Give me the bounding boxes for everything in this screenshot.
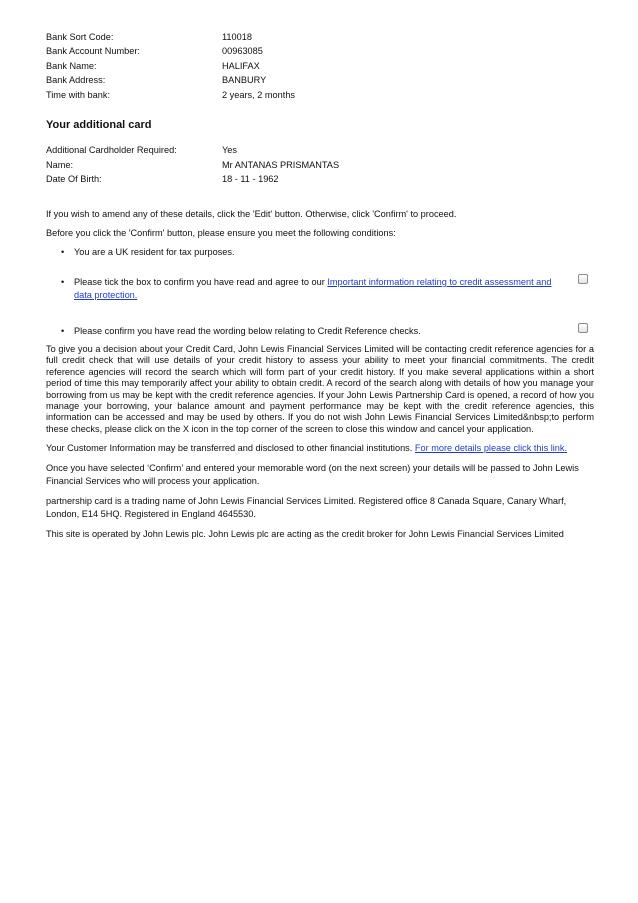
credit-assessment-checkbox[interactable] [578, 274, 588, 284]
bank-address-value: BANBURY [222, 75, 267, 86]
time-with-bank-value: 2 years, 2 months [222, 89, 296, 100]
cardholder-name-value: Mr ANTANAS PRISMANTAS [222, 159, 340, 170]
credit-reference-checkbox[interactable] [578, 323, 588, 333]
date-of-birth-value: 18 - 11 - 1962 [222, 174, 279, 185]
bank-address-row [46, 74, 594, 89]
additional-cardholder-value: Yes [222, 145, 237, 156]
more-details-link[interactable]: For more details please click this link. [414, 443, 568, 454]
bank-name-label: Bank Name: [46, 60, 97, 71]
bank-name-value: HALIFAX [222, 60, 260, 71]
site-operator-paragraph: This site is operated by John Lewis plc. John Lewis plc are acting as the credit broker for John Lewis Financial Services Limited [46, 529, 564, 540]
bullet-icon: • [61, 326, 65, 336]
bullet-icon: • [61, 247, 65, 257]
condition-credit-reference-text: Please confirm you have read the wording below relating to Credit Reference checks. [74, 326, 421, 336]
bank-sort-code-row [46, 30, 594, 45]
conditions-list [46, 246, 594, 338]
condition-credit-assessment-text: Please tick the box to confirm you have read and agree to our [74, 277, 328, 287]
bank-sort-code-label: Bank Sort Code: [46, 31, 114, 42]
customer-information-text: Your Customer Information may be transferred and disclosed to other financial institutions. [46, 443, 415, 454]
condition-uk-resident [46, 246, 594, 259]
additional-cardholder-label: Additional Cardholder Required: [46, 145, 177, 156]
condition-credit-reference [46, 325, 594, 338]
cardholder-name-row [46, 158, 594, 173]
date-of-birth-label: Date Of Birth: [46, 174, 102, 185]
document-page [46, 30, 594, 541]
customer-information-paragraph [46, 442, 594, 455]
bank-details [46, 30, 594, 103]
additional-cardholder-row [46, 144, 594, 159]
time-with-bank-label: Time with bank: [46, 89, 110, 100]
bank-account-number-row [46, 45, 594, 60]
additional-card-details [46, 144, 594, 188]
cardholder-name-label: Name: [46, 159, 74, 170]
bank-name-row [46, 59, 594, 74]
bank-sort-code-value: 110018 [222, 31, 252, 42]
date-of-birth-row [46, 173, 594, 188]
registration-paragraph: partnership card is a trading name of John Lewis Financial Services Limited. Registered office 8 Canada Square, Canary Wharf, London, E14 5HQ. Registered in England 4645530. [46, 496, 567, 520]
bank-address-label: Bank Address: [46, 75, 106, 86]
condition-uk-resident-text: You are a UK resident for tax purposes. [74, 247, 235, 257]
bank-account-number-value: 00963085 [222, 46, 263, 57]
additional-card-heading: Your additional card [46, 118, 152, 131]
edit-instructions: If you wish to amend any of these details, click the 'Edit' button. Otherwise, click 'Confirm' to proceed. [46, 209, 457, 219]
time-with-bank-row [46, 88, 594, 103]
confirm-paragraph: Once you have selected ‘Confirm’ and entered your memorable word (on the next screen) your details will be passed to John Lewis Financial Services who will process your application. [46, 463, 579, 487]
bank-account-number-label: Bank Account Number: [46, 46, 140, 57]
credit-check-paragraph: To give you a decision about your Credit Card, John Lewis Financial Services Limited will be contacting credit reference agencies for a full credit check that will use details of your credit history to assess your ability to meet your financial commitments. The credit reference agencies will record the search which will form part of your credit history. If you make several applications within a short period of time this may temporarily affect your ability to obtain credit. A record of the search along with details of how you manage your borrowing from us may be kept with the credit reference agencies. If your John Lewis Partnership Card is opened, a record of how you manage your borrowing, your balance amount and payment performance may be kept with the credit reference agencies, this information can be accessed and may be used by others. If you do not wish John Lewis Financial Services Limited&nbsp;to perform these checks, please click on the X icon in the top corner of the screen to close this window and cancel your application. [46, 344, 594, 434]
bullet-icon: • [61, 277, 65, 287]
condition-credit-assessment [46, 276, 594, 302]
credit-assessment-info-link[interactable]: Important information relating to credit assessment and data protection. [74, 277, 552, 300]
conditions-intro: Before you click the 'Confirm' button, please ensure you meet the following conditions: [46, 228, 396, 238]
